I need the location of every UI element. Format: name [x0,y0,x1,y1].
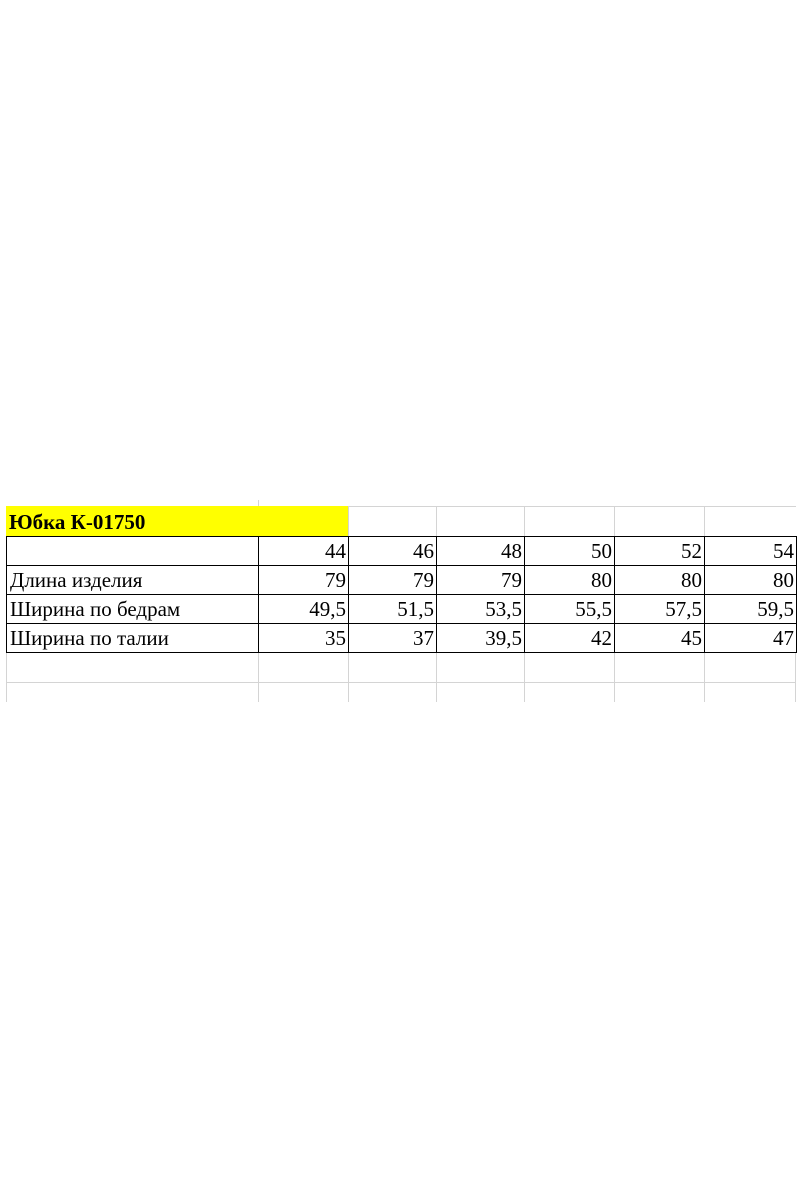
size-header: 50 [525,537,615,566]
gridline [614,506,615,536]
gridline [795,652,796,702]
gridline [258,652,259,702]
value-cell: 45 [615,624,705,653]
value-cell: 55,5 [525,595,615,624]
gridline [524,652,525,702]
value-cell: 80 [525,566,615,595]
size-header: 46 [349,537,437,566]
gridline [614,652,615,702]
value-cell: 47 [705,624,797,653]
row-label: Ширина по талии [7,624,259,653]
value-cell: 79 [349,566,437,595]
value-cell: 53,5 [437,595,525,624]
size-header: 54 [705,537,797,566]
size-header: 44 [259,537,349,566]
table-row [7,624,797,653]
gridline [436,652,437,702]
empty-corner-cell [7,537,259,566]
gridline [348,506,349,536]
size-table [6,536,797,653]
value-cell: 37 [349,624,437,653]
gridline [348,506,796,507]
gridline [6,652,7,702]
value-cell: 80 [615,566,705,595]
value-cell: 79 [259,566,349,595]
table-row [7,566,797,595]
gridline [524,506,525,536]
value-cell: 80 [705,566,797,595]
gridline [348,652,349,702]
value-cell: 79 [437,566,525,595]
value-cell: 51,5 [349,595,437,624]
value-cell: 39,5 [437,624,525,653]
value-cell: 35 [259,624,349,653]
row-label: Длина изделия [7,566,259,595]
table-row [7,595,797,624]
row-label: Ширина по бедрам [7,595,259,624]
size-header: 52 [615,537,705,566]
gridline [704,506,705,536]
value-cell: 42 [525,624,615,653]
gridline [6,682,796,683]
gridline [436,506,437,536]
size-header-row [7,537,797,566]
gridline [704,652,705,702]
value-cell: 49,5 [259,595,349,624]
spreadsheet-area [6,506,796,702]
value-cell: 57,5 [615,595,705,624]
size-header: 48 [437,537,525,566]
product-title: Юбка К-01750 [6,506,348,536]
value-cell: 59,5 [705,595,797,624]
